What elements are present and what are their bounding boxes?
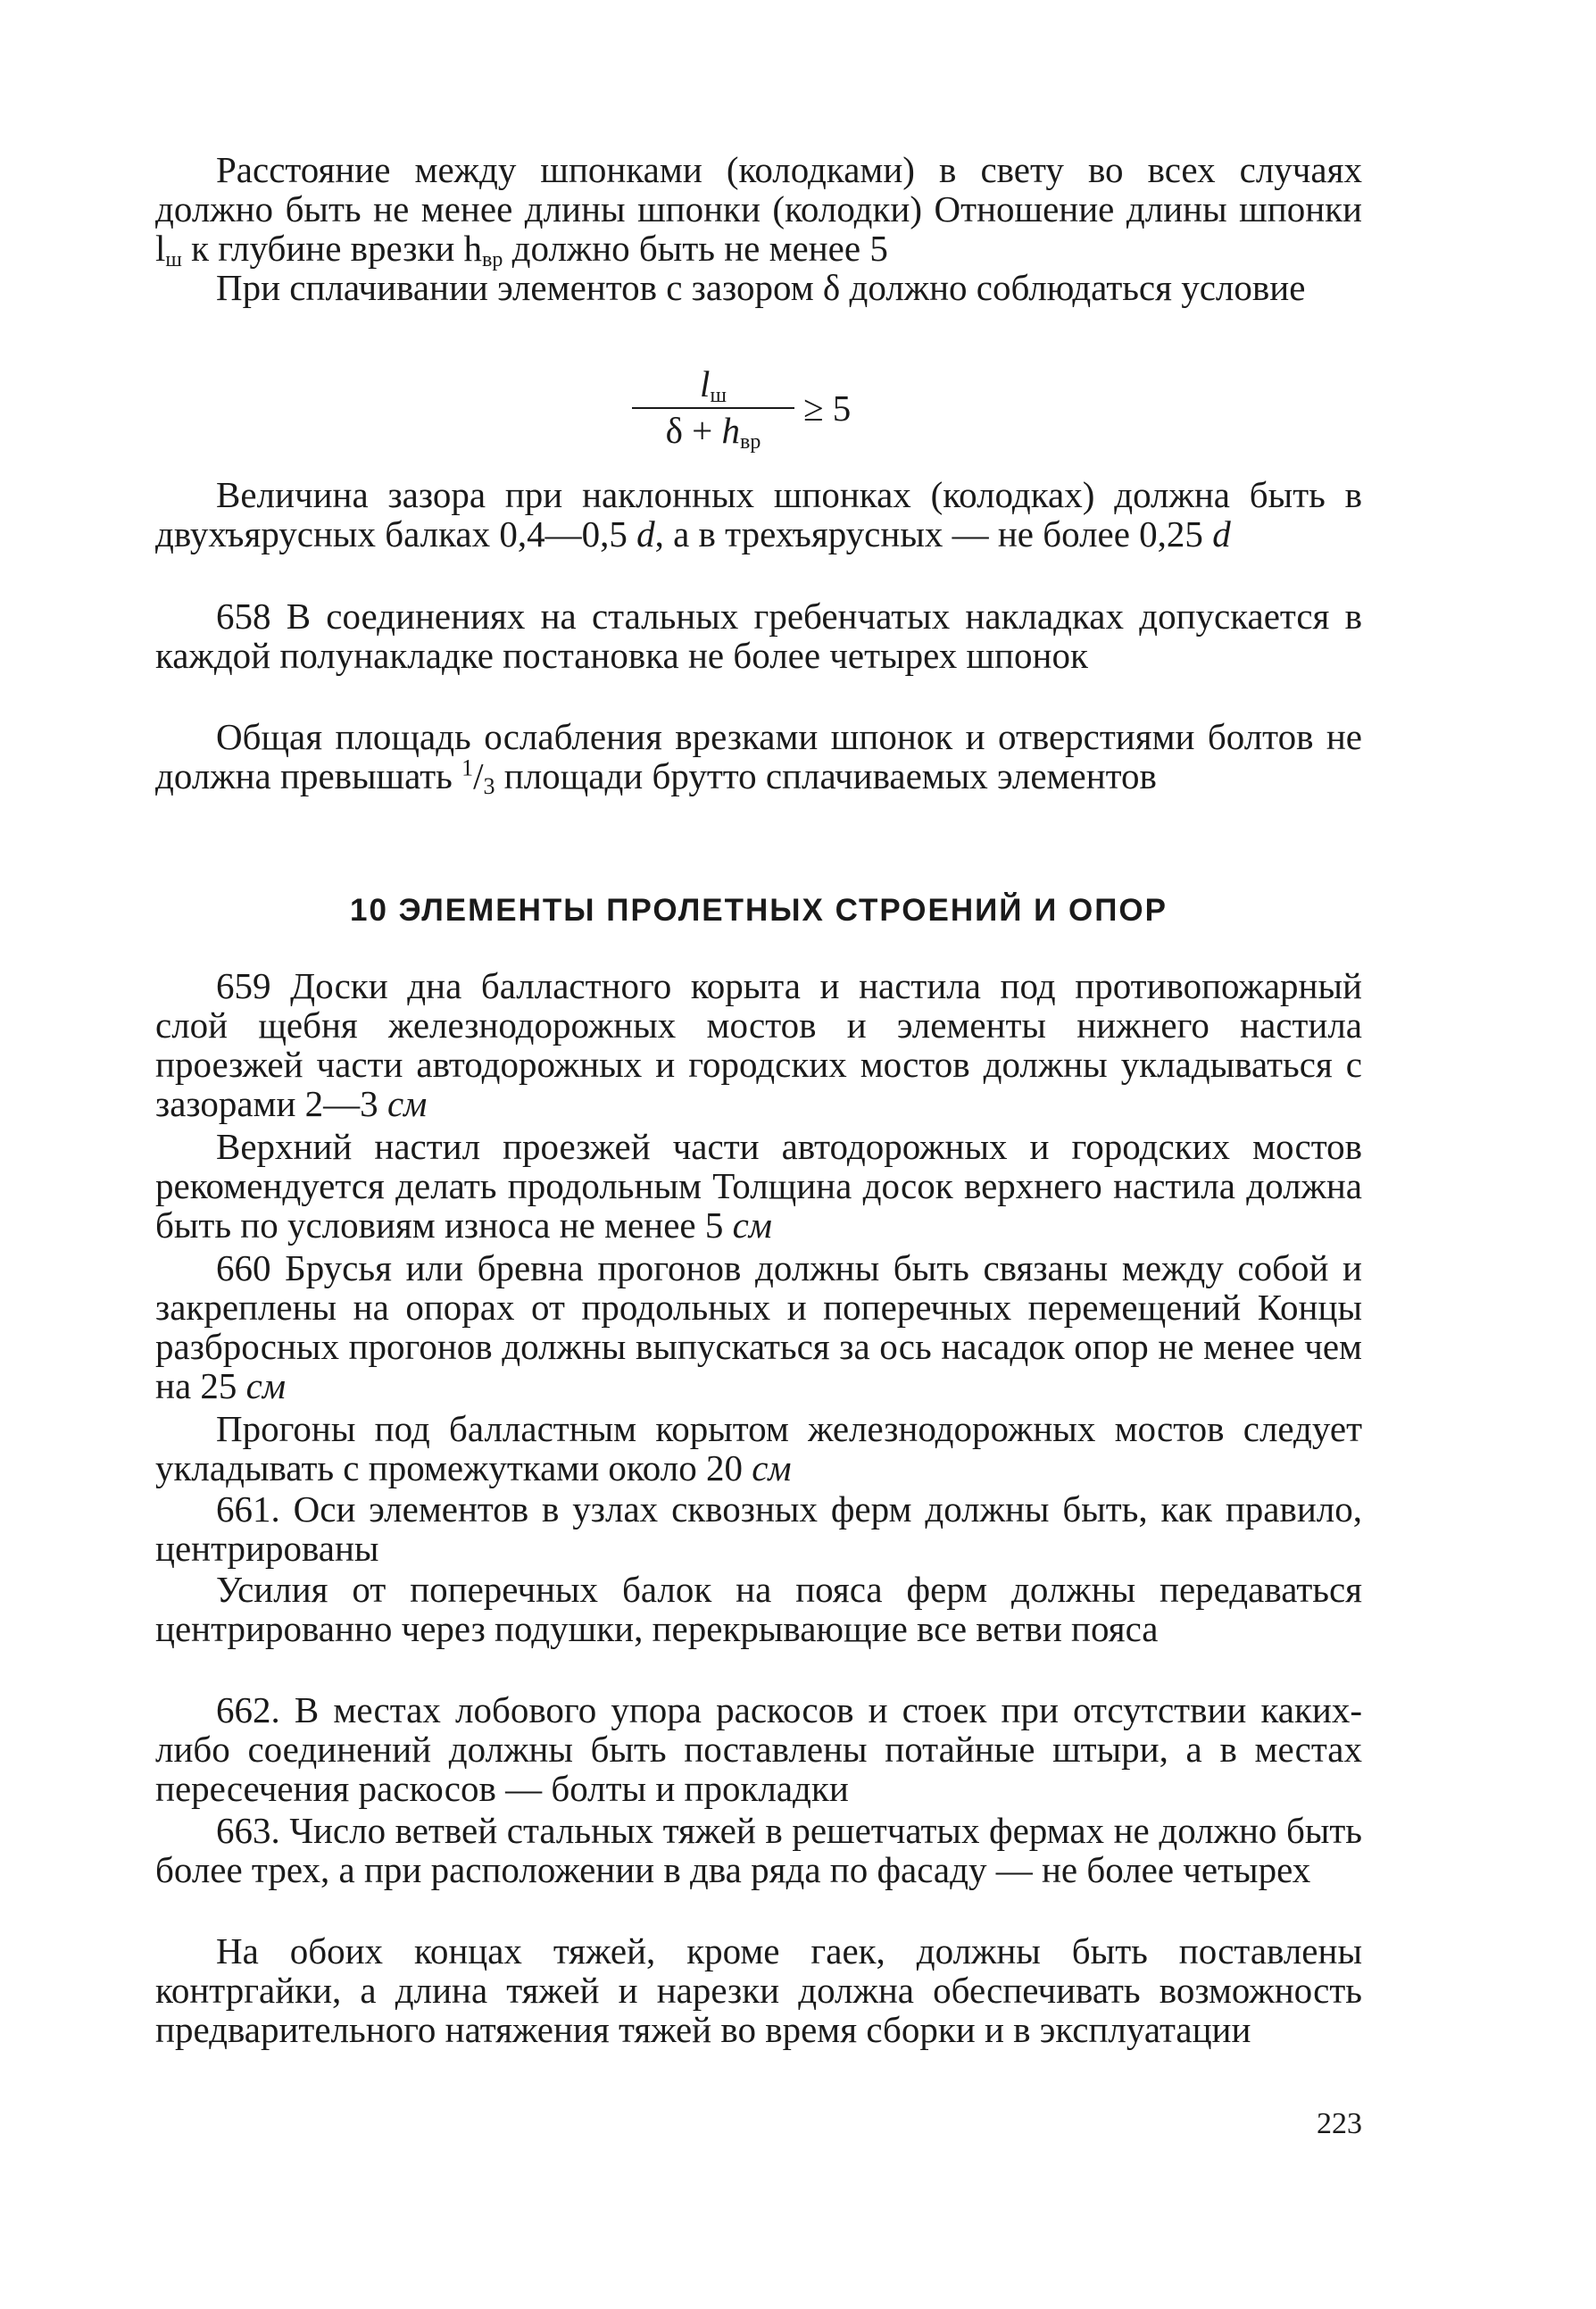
formula-var: h (721, 410, 741, 451)
paragraph-upper-deck (155, 1127, 1362, 1245)
formula-denominator (628, 409, 798, 452)
text-column (155, 0, 1362, 2309)
paragraph-661 (155, 1489, 1362, 1568)
subscript: вр (740, 430, 761, 454)
frac-num: 1 (461, 754, 474, 781)
formula-fraction (628, 363, 798, 452)
paragraph-stringers (155, 1409, 1362, 1488)
text-run: При сплачивании элементов с зазором δ должно соблюдаться условие (216, 267, 1306, 308)
unit: см (752, 1447, 792, 1488)
fraction-one-third: $^1/_3$ (461, 754, 495, 799)
paragraph-condition (155, 268, 1362, 307)
formula (628, 363, 932, 452)
paragraph-forces (155, 1570, 1362, 1648)
subscript: вр (482, 248, 503, 271)
text-run: 658 В соединениях на стальных гребенчатых накладках допускается в каждой полунакладке постановка не более четырех шпонок (155, 596, 1362, 676)
text-run: площади брутто сплачиваемых элементов (495, 755, 1157, 796)
text-run: На обоих концах тяжей, кроме гаек, должны быть поставлены контргайки, а длина тяжей и нарезки должна обеспечивать возможность предварительного натяжения тяжей во время сборки и в эксплуатации (155, 1930, 1362, 2050)
text-run: Прогоны под балластным корытом железнодорожных мостов следует укладывать с промежутками около 20 (155, 1408, 1362, 1488)
text-run: 662. В местах лобового упора раскосов и стоек при отсутствии каких-либо соединений должны быть поставлены потайные штыри, а в местах пересечения раскосов — болты и прокладки (155, 1689, 1362, 1809)
paragraph-663 (155, 1811, 1362, 1889)
text-run: 663. Число ветвей стальных тяжей в решетчатых фермах не должно быть более трех, а при расположении в два ряда по фасаду — не более четырех (155, 1810, 1362, 1890)
paragraph-gap-size (155, 475, 1362, 554)
formula-text: δ + (665, 410, 722, 451)
text-run: , а в трехъярусных — не более 0,25 (654, 513, 1213, 554)
text-run: 660 Брусья или бревна прогонов должны быть связаны между собой и закреплены на опорах от продольных и поперечных перемещений Концы разбросных прогонов должны выпускаться за ось насадок опор не менее чем на 25 (155, 1247, 1362, 1406)
subscript: ш (710, 384, 727, 407)
paragraph-locknuts (155, 1931, 1362, 2049)
paragraph-658 (155, 596, 1362, 675)
paragraph-weakening (155, 716, 1362, 799)
text-run: должно быть не менее 5 (503, 228, 888, 269)
paragraph-659 (155, 966, 1362, 1123)
text-run: 659 Доски дна балластного корыта и настила под противопожарный слой щебня железнодорожных мостов и элементы нижнего настила проезжей части автодорожных и городских мостов должны укладываться с зазорами 2—3 (155, 965, 1362, 1124)
text-run: Верхний настил проезжей части автодорожных и городских мостов рекомендуется делать продольным Толщина досок верхнего настила должна быть по условиям износа не менее 5 (155, 1126, 1362, 1246)
page-number: 223 (1317, 2107, 1362, 2140)
unit: см (387, 1083, 428, 1124)
unit: см (245, 1365, 287, 1406)
formula-var: l (700, 363, 711, 404)
formula-numerator (628, 363, 798, 405)
variable: d (1212, 513, 1231, 554)
section-heading: 10 ЭЛЕМЕНТЫ ПРОЛЕТНЫХ СТРОЕНИЙ И ОПОР (350, 893, 1168, 928)
text-run: к глубине врезки h (181, 228, 483, 269)
unit: см (732, 1205, 772, 1246)
paragraph-662 (155, 1690, 1362, 1808)
text-run: Величина зазора при наклонных шпонках (колодках) должна быть в двухъярусных балках 0,4—0,5 (155, 474, 1362, 554)
formula-relation: ≥ 5 (803, 388, 852, 429)
text-run: Общая площадь ослабления врезками шпонок и отверстиями болтов не должна превышать (155, 716, 1362, 796)
text-run: 661. Оси элементов в узлах сквозных ферм должны быть, как правило, центрированы (155, 1488, 1362, 1569)
variable: d (636, 513, 655, 554)
text-run: Усилия от поперечных балок на пояса ферм должны передаваться центрированно через подушки, перекрывающие все ветви пояса (155, 1569, 1362, 1649)
frac-den: 3 (483, 773, 495, 799)
subscript: ш (165, 248, 182, 271)
paragraph-spacing (155, 149, 1362, 271)
text-run: Расстояние между шпонками (колодками) в свету во всех случаях должно быть не менее длины шпонки (колодки) Отношение длины шпонки l (155, 149, 1362, 269)
paragraph-660 (155, 1248, 1362, 1405)
